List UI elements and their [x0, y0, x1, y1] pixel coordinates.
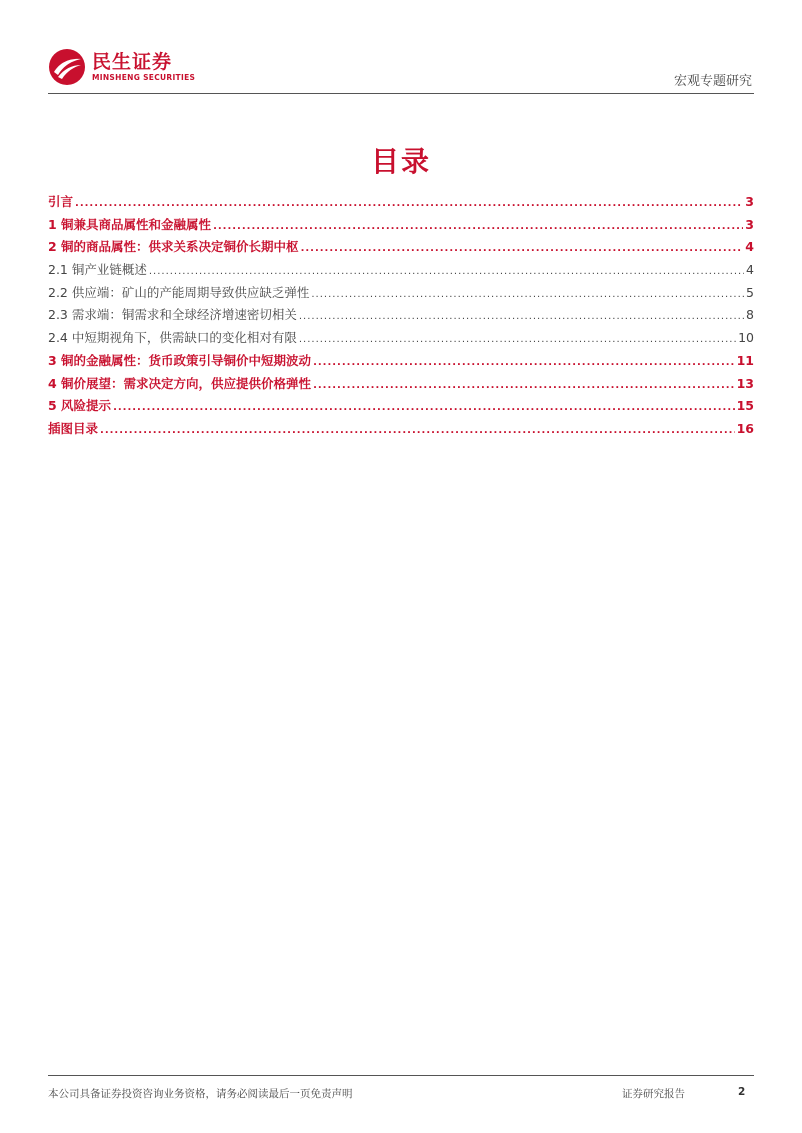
toc-entry-page: 13 — [736, 375, 754, 391]
minsheng-logo-icon — [48, 48, 86, 86]
toc-entry-page: 3 — [745, 216, 754, 232]
toc-leader-dots — [113, 402, 735, 413]
page-header — [48, 44, 754, 94]
brand-logo — [48, 48, 195, 86]
toc-entry-title: 4 铜价展望：需求决定方向，供应提供价格弹性 — [48, 375, 312, 391]
toc-entry-page: 8 — [746, 307, 754, 323]
toc-entry-page: 11 — [736, 352, 754, 368]
page-number: 2 — [738, 1086, 746, 1098]
footer-disclaimer: 本公司具备证券投资咨询业务资格，请务必阅读最后一页免责声明 — [48, 1088, 353, 1100]
toc-entry[interactable] — [48, 396, 754, 419]
toc-entry-title: 2.3 需求端：铜需求和全球经济增速密切相关 — [48, 307, 297, 323]
report-type-label: 宏观专题研究 — [673, 74, 752, 89]
toc-leader-dots — [313, 380, 735, 391]
toc-entry[interactable] — [48, 215, 754, 238]
toc-entry[interactable] — [48, 283, 754, 306]
toc-entry-page: 4 — [745, 239, 754, 255]
footer-doc-type: 证券研究报告 — [622, 1088, 685, 1100]
toc-entry[interactable] — [48, 419, 754, 442]
toc-entry-page: 16 — [736, 420, 754, 436]
toc-entry-title: 插图目录 — [48, 420, 99, 436]
toc-leader-dots — [313, 357, 735, 368]
table-of-contents — [48, 192, 754, 442]
toc-entry-title: 2.4 中短期视角下，供需缺口的变化相对有限 — [48, 330, 297, 346]
toc-entry[interactable] — [48, 305, 754, 328]
toc-entry-title: 5 风险提示 — [48, 398, 112, 414]
footer-divider — [48, 1075, 754, 1076]
toc-entry[interactable] — [48, 351, 754, 374]
page-title: 目录 — [370, 145, 431, 178]
toc-leader-dots — [149, 266, 744, 277]
toc-leader-dots — [311, 289, 744, 300]
toc-entry-title: 2.2 供应端：矿山的产能周期导致供应缺乏弹性 — [48, 284, 310, 300]
logo-chinese-name: 民生证券 — [92, 51, 173, 73]
toc-entry[interactable] — [48, 192, 754, 215]
toc-entry-title: 引言 — [48, 194, 74, 209]
toc-entry[interactable] — [48, 374, 754, 397]
toc-leader-dots — [301, 243, 744, 254]
toc-entry-title: 3 铜的金融属性：货币政策引导铜价中短期波动 — [48, 352, 312, 368]
toc-entry-title: 1 铜兼具商品属性和金融属性 — [48, 216, 212, 232]
toc-entry[interactable] — [48, 237, 754, 260]
toc-leader-dots — [299, 311, 744, 322]
toc-leader-dots — [100, 425, 735, 436]
toc-leader-dots — [299, 334, 736, 345]
toc-entry-page: 5 — [746, 284, 754, 300]
toc-leader-dots — [75, 198, 743, 209]
toc-entry-title: 2 铜的商品属性：供求关系决定铜价长期中枢 — [48, 239, 299, 255]
logo-english-name: MINSHENG SECURITIES — [92, 73, 196, 82]
toc-entry-page: 3 — [745, 194, 754, 209]
header-divider — [48, 93, 754, 94]
toc-leader-dots — [213, 221, 743, 232]
toc-entry-title: 2.1 铜产业链概述 — [48, 262, 147, 278]
toc-entry-page: 4 — [746, 262, 754, 278]
toc-entry-page: 10 — [738, 330, 754, 346]
toc-entry-page: 15 — [736, 398, 754, 414]
toc-entry[interactable] — [48, 260, 754, 283]
toc-entry[interactable] — [48, 328, 754, 351]
